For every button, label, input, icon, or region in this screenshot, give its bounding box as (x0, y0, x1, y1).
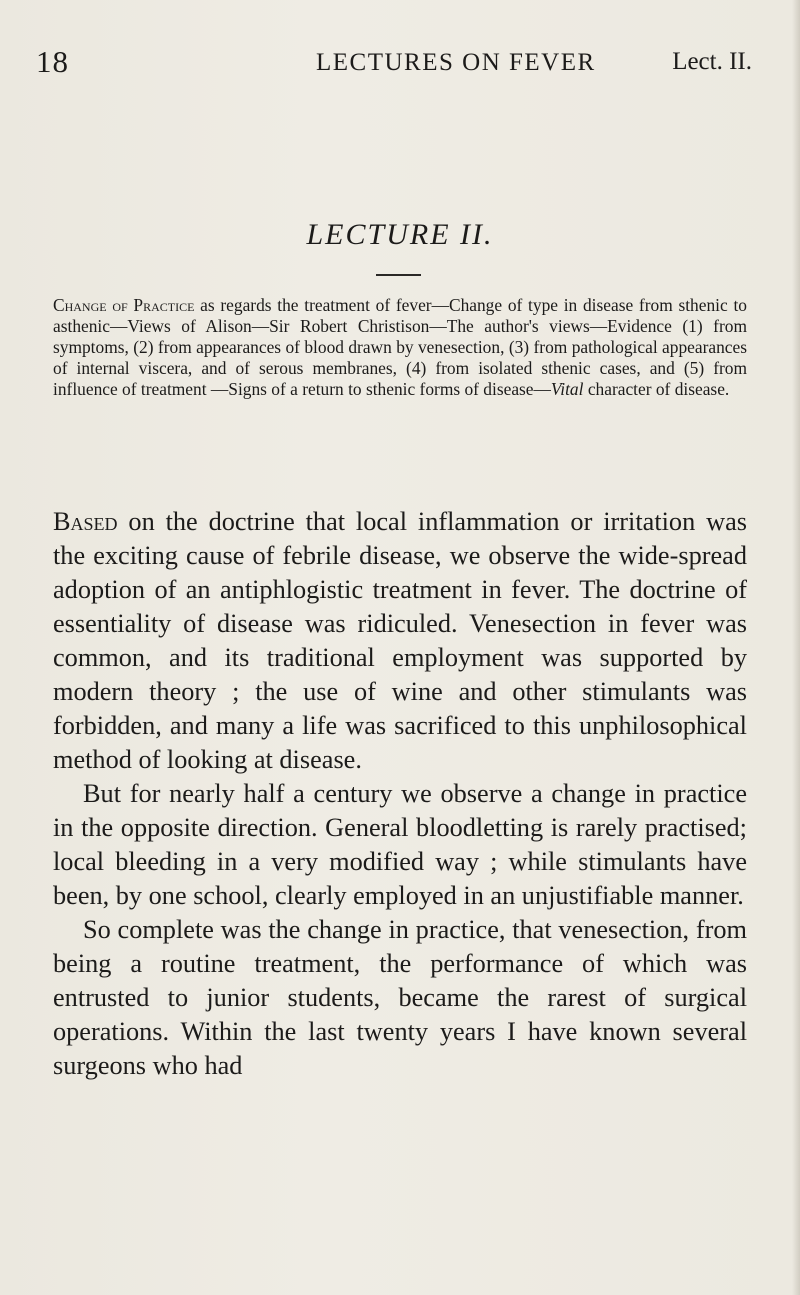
paragraph-3: So complete was the change in practice, that venesection, from being a routine treatment, the performance of which was entrusted to junior students, became the rarest of surgical operations. Within the last twenty years I have known several surgeons who had (53, 915, 747, 1080)
running-header (36, 44, 752, 84)
paragraph-1 (53, 505, 747, 777)
body-text (53, 505, 747, 1083)
summary-tail: character of disease. (587, 379, 730, 399)
page-edge-shadow (792, 0, 800, 1295)
paragraph-1-text: on the doctrine that local inflammation or irritation was the exciting cause of febrile disease, we observe the wide-spread adoption of an antiphlogistic treatment in fever. The doctrine of essentiality of disease was ridiculed. Venesection in fever was common, and its traditional employment was supported by modern theory ; the use of wine and other stimulants was forbidden, and many a life was sacrificed to this unphilosophical method of looking at disease. (53, 507, 747, 774)
summary-text: as regards the treatment of fever—Change of type in disease from sthenic to asthenic—Views of Alison—Sir Robert Christison—The author's views—Evidence (1) from symptoms, (2) from appearances of blood drawn by venesection, (3) from pathological appearances of internal viscera, and of serous membranes, (4) from isolated sthenic cases, and (5) from influence of treatment —Signs of a return to sthenic forms of disease— (53, 295, 747, 399)
section-reference: Lect. II. (672, 48, 752, 75)
chapter-summary (53, 295, 747, 400)
lecture-title: LECTURE II. (306, 218, 494, 251)
paragraph-2: But for nearly half a century we observe a change in practice in the opposite direction. General bloodletting is rarely practised; local bleeding in a very modified way ; while stimulants have been, by one school, clearly employed in an unjustifiable manner. (53, 779, 747, 910)
page-number: 18 (36, 44, 69, 79)
running-title: LECTURES ON FEVER (316, 49, 596, 76)
paragraph-1-lead: Based (53, 507, 118, 536)
summary-lead: Change of Practice (53, 295, 195, 315)
title-divider (376, 274, 421, 276)
summary-italic: Vital (550, 379, 584, 399)
